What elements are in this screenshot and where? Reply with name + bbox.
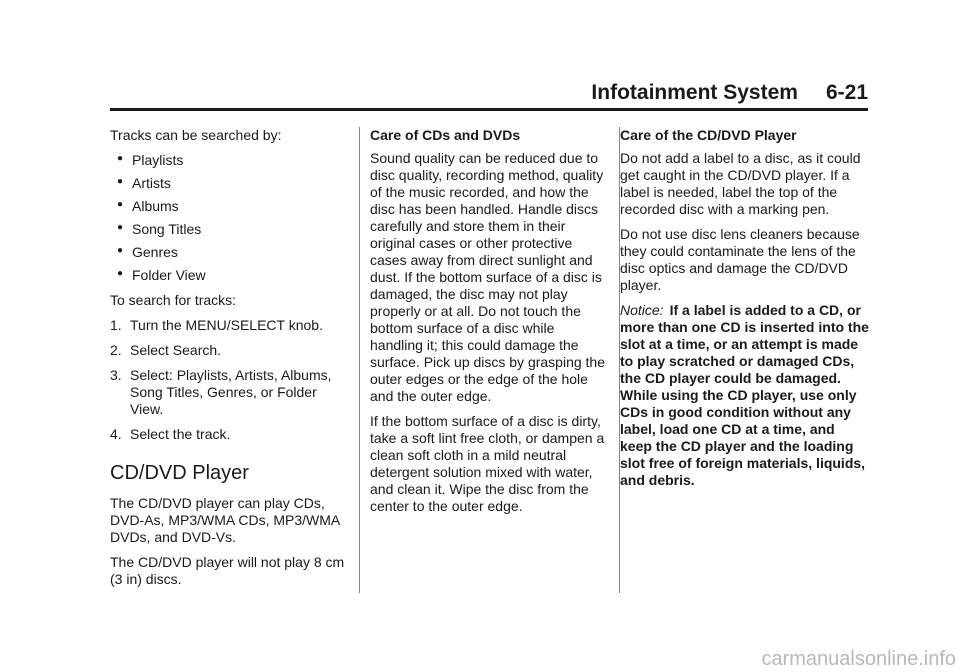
paragraph: The CD/DVD player will not play 8 cm (3 in) discs. (110, 554, 345, 587)
section-title: Infotainment System (591, 81, 798, 104)
step-item: 1. Turn the MENU/SELECT knob. (110, 317, 323, 333)
step-item: 3. Select: Playlists, Artists, Albums, Song Titles, Genres, or Folder View. (110, 367, 332, 417)
header-rule (110, 108, 868, 111)
search-criteria-list (110, 152, 350, 284)
search-intro-text: Tracks can be searched by: (110, 127, 282, 143)
steps-intro-text: To search for tracks: (110, 292, 237, 308)
paragraph: The CD/DVD player can play CDs, DVD-As, MP3/WMA CDs, MP3/WMA DVDs, and DVD-Vs. (110, 495, 340, 545)
bullet-icon: ● (117, 153, 124, 164)
subheading: Care of CDs and DVDs (370, 127, 521, 143)
notice-text: If a label is added to a CD, or more than one CD is inserted into the slot at a time, or an attempt is made to play scratched or damaged CDs, the CD player could be damaged. While using the CD player, use only CDs in good condition without any label, load one CD at a time, and keep the CD player and the loading slot free of foreign materials, liquids, and debris. (620, 302, 869, 488)
paragraph: Sound quality can be reduced due to disc quality, recording method, quality of the music recorded, and how the disc has been handled. Handle discs carefully and store them in their original cases or other protective cases away from direct sunlight and dust. If the bottom surface of a disc is damaged, the disc may not play properly or at all. Do not touch the bottom surface of a disc while handling it; this could damage the surface. Pick up discs by grasping the outer edges or the edge of the hole and the outer edge. (370, 150, 606, 404)
list-item: ● Song Titles (117, 221, 202, 237)
list-item: ● Albums (117, 198, 179, 214)
bullet-icon: ● (117, 176, 124, 187)
paragraph: Do not use disc lens cleaners because they could contaminate the lens of the disc optics and damage the CD/DVD player. (620, 226, 860, 293)
bullet-icon: ● (117, 222, 124, 233)
list-item: ● Genres (117, 244, 178, 260)
notice-block (620, 302, 870, 489)
column-divider-1 (359, 127, 360, 593)
list-item: ● Playlists (117, 152, 184, 168)
list-item: ● Folder View (117, 267, 206, 283)
step-item: 4. Select the track. (110, 426, 231, 442)
column-3 (620, 127, 870, 497)
bullet-icon: ● (117, 245, 124, 256)
list-item: ● Artists (117, 175, 171, 191)
subheading: Care of the CD/DVD Player (620, 127, 797, 143)
bullet-icon: ● (117, 199, 124, 210)
paragraph: If the bottom surface of a disc is dirty, take a soft lint free cloth, or dampen a clean soft cloth in a mild neutral detergent solution mixed with water, and clean it. Wipe the disc from the center to the outer edge. (370, 413, 605, 514)
notice-label: Notice: (620, 302, 664, 318)
section-heading: CD/DVD Player (110, 462, 249, 484)
search-steps-list (110, 317, 350, 443)
step-item: 2. Select Search. (110, 342, 222, 358)
bullet-icon: ● (117, 268, 124, 279)
paragraph: Do not add a label to a disc, as it could get caught in the CD/DVD player. If a label is needed, label the top of the recorded disc with a marking pen. (620, 150, 861, 217)
page-header (110, 81, 868, 105)
watermark: carmanualsonline.info (761, 648, 956, 670)
page-number: 6-21 (825, 81, 868, 104)
column-2 (370, 127, 610, 523)
column-1 (110, 127, 350, 596)
